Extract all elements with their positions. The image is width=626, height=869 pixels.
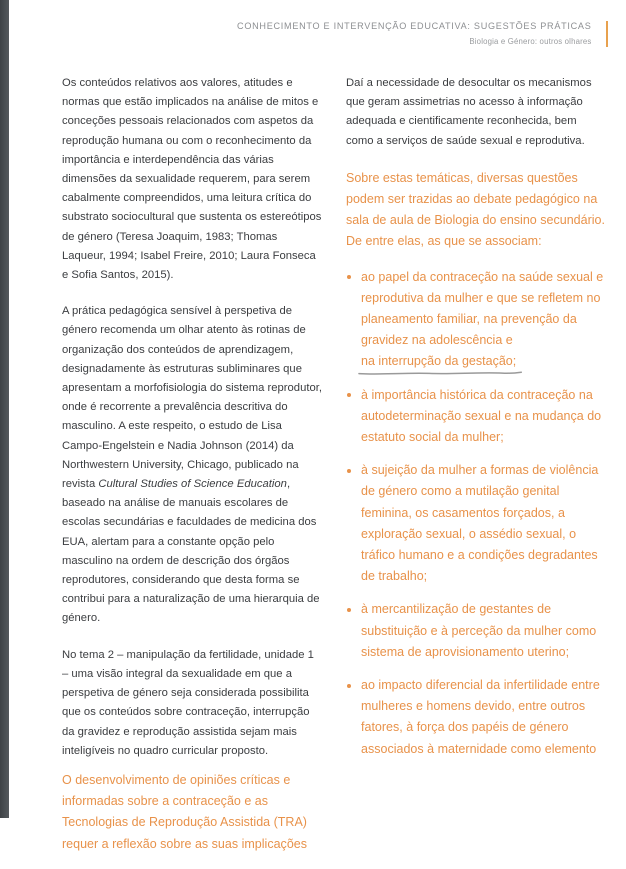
list-item-text: à importância histórica da contraceção na autodeterminação sexual e na mudança do estatuto social da mulher;	[361, 387, 602, 445]
left-accent-paragraph: O desenvolvimento de opiniões críticas e informadas sobre a contraceção e as Tecnologias de Reprodução Assistida (TRA) requer a reflexão sobre as suas implicações	[62, 772, 307, 851]
left-paragraph-3: No tema 2 – manipulação da fertilidade, unidade 1 – uma visão integral da sexualidade em que a perspetiva de género seja considerada possibilita que os conteúdos sobre contraceção, interrupção da gravidez e reprodução assistida sejam mais inteligíveis no quadro curricular proposto.	[62, 648, 314, 757]
bullet-dot-icon	[347, 684, 351, 688]
running-head	[188, 20, 608, 48]
list-item-text: ao papel da contraceção na saúde sexual e reprodutiva da mulher e que se refletem no planeamento familiar, na prevenção da gravidez na adolescência e	[361, 269, 604, 348]
discussion-topics-list	[346, 267, 607, 760]
running-head-subtitle: Biologia e Género: outros olhares	[469, 37, 592, 46]
handdrawn-underline-annotation	[358, 370, 522, 376]
annotated-phrase-text: na interrupção da gestação;	[361, 354, 517, 369]
list-item-text: à mercantilização de gestantes de substituição e à perceção da mulher como sistema de aprovisionamento uterino;	[361, 602, 597, 659]
list-item	[346, 267, 607, 373]
pdf-viewer-gutter	[0, 0, 9, 818]
running-head-title: CONHECIMENTO E INTERVENÇÃO EDUCATIVA: SUGESTÕES PRÁTICAS	[237, 21, 592, 31]
bullet-dot-icon	[347, 608, 351, 612]
header-accent-bar	[606, 21, 609, 47]
document-page	[9, 0, 626, 851]
right-paragraph-1: Daí a necessidade de desocultar os mecanismos que geram assimetrias no acesso à informação adequada e cientificamente reconhecida, bem como a serviços de saúde sexual e reprodutiva.	[346, 77, 592, 147]
left-paragraph-1: Os conteúdos relativos aos valores, atitudes e normas que estão implicados na análise de mitos e conceções pessoais relacionados com aspetos da reprodução humana ou com o reconhecimento da importância e interdependência das várias dimensões da sexualidade requerem, para serem cabalmente compreendidos, uma leitura crítica do substrato sociocultural que sustenta os estereótipos de género (Teresa Joaquim, 1983; Thomas Laqueur, 1994; Isabel Freire, 2010; Laura Fonseca e Sofia Santos, 2015).	[62, 77, 322, 282]
left-column	[62, 74, 323, 869]
bullet-dot-icon	[347, 275, 351, 279]
bullet-dot-icon	[347, 393, 351, 397]
bullet-dot-icon	[347, 469, 351, 473]
left-paragraph-2-part-1: A prática pedagógica sensível à perspetiva de género recomenda um olhar atento às rotinas de organização dos conteúdos de aprendizagem, designadamente às estruturas subliminares que apresentam a morfofisiologia do sistema reprodutor, onde é recorrente a prevalência descritiva do masculino. A este respeito, o estudo de Lisa Campo-Engelstein e Nadia Johnson (2014) da Northwestern University, Chicago, publicado na revista	[62, 305, 323, 491]
list-item	[346, 460, 607, 587]
left-paragraph-2	[62, 302, 323, 628]
right-accent-intro: Sobre estas temáticas, diversas questões podem ser trazidas ao debate pedagógico na sala de aula de Biologia do ensino secundário. De entre elas, as que se associam:	[346, 170, 605, 249]
annotated-phrase	[361, 351, 516, 372]
journal-title: Cultural Studies of Science Education	[98, 478, 287, 491]
left-paragraph-2-part-2: , baseado na análise de manuais escolares de escolas secundárias e faculdades de medicina dos EUA, alertam para a constante opção pelo masculino na ordem de descrição dos órgãos reprodutores, considerando que desta forma se contribui para a naturalização de uma hierarquia de género.	[62, 478, 320, 625]
list-item-text: ao impacto diferencial da infertilidade entre mulheres e homens devido, entre outros fatores, à força dos papéis de género associados à maternidade como elemento	[361, 678, 600, 756]
right-column	[346, 74, 607, 869]
two-column-body	[62, 74, 607, 869]
list-item	[346, 599, 607, 663]
list-item	[346, 385, 607, 449]
list-item-text: à sujeição da mulher a formas de violência de género como a mutilação genital feminina, os casamentos forçados, a exploração sexual, o assédio sexual, o tráfico humano e a condições degradantes de trabalho;	[361, 463, 599, 584]
list-item	[346, 675, 607, 760]
